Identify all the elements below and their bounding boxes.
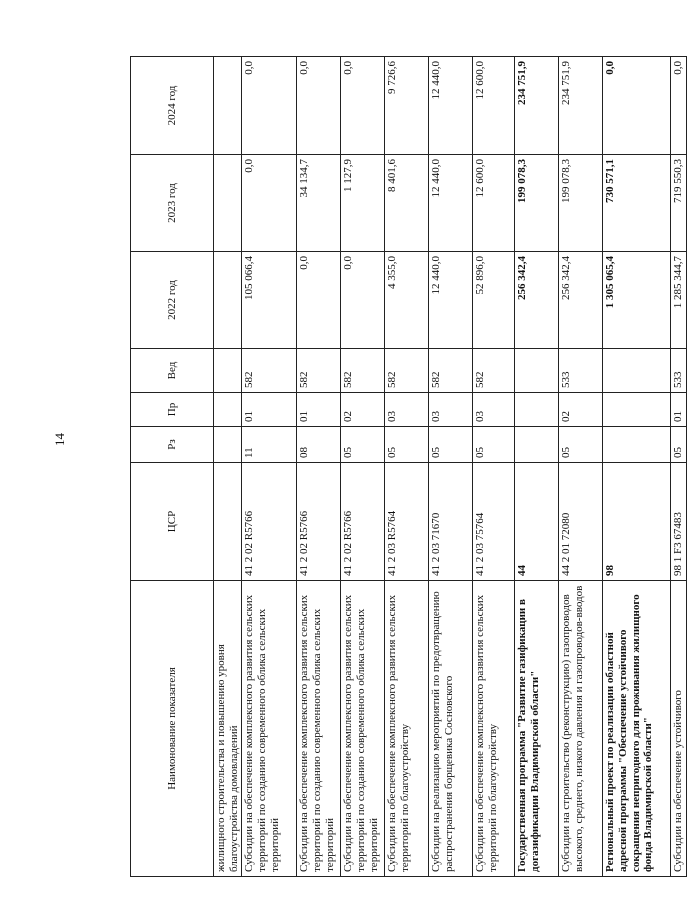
budget-table	[130, 56, 687, 877]
cell-rz: 05	[385, 427, 429, 463]
cell-csr	[214, 463, 242, 581]
header-ved: Вед	[131, 349, 214, 393]
cell-pr: 03	[473, 393, 515, 427]
cell-2022: 52 896,0	[473, 252, 515, 349]
cell-2023: 8 401,6	[385, 155, 429, 252]
cell-rz	[515, 427, 559, 463]
cell-2022: 1 285 344,7	[671, 252, 687, 349]
table-row	[429, 57, 473, 877]
cell-pr	[214, 393, 242, 427]
cell-2022	[214, 252, 242, 349]
cell-name: Субсидии на строительство (реконструкцию) газопроводов высокого, среднего, низкого давления и газопроводов-вводов	[559, 581, 603, 877]
table-row	[385, 57, 429, 877]
cell-rz: 05	[671, 427, 687, 463]
cell-csr: 41 2 03 71670	[429, 463, 473, 581]
cell-2023: 0,0	[242, 155, 297, 252]
cell-csr: 44 2 01 72080	[559, 463, 603, 581]
cell-ved: 533	[559, 349, 603, 393]
table-row	[341, 57, 385, 877]
cell-ved: 533	[671, 349, 687, 393]
cell-2023: 199 078,3	[559, 155, 603, 252]
cell-csr: 41 2 02 R5766	[341, 463, 385, 581]
cell-name: Субсидии на обеспечение комплексного развития сельских территорий по созданию современного облика сельских территорий	[297, 581, 341, 877]
cell-2022: 0,0	[341, 252, 385, 349]
cell-pr: 02	[341, 393, 385, 427]
cell-2022: 256 342,4	[515, 252, 559, 349]
cell-2022: 1 305 065,4	[603, 252, 671, 349]
cell-csr: 41 2 02 R5766	[297, 463, 341, 581]
cell-pr: 01	[242, 393, 297, 427]
cell-name: Субсидии на обеспечение устойчивого	[671, 581, 687, 877]
table-header-row	[131, 57, 214, 877]
page-number: 14	[52, 433, 67, 446]
cell-2023: 34 134,7	[297, 155, 341, 252]
cell-ved	[603, 349, 671, 393]
header-pr: Пр	[131, 393, 214, 427]
cell-pr: 01	[297, 393, 341, 427]
cell-2024	[214, 57, 242, 155]
cell-2024: 0,0	[671, 57, 687, 155]
cell-2023: 12 600,0	[473, 155, 515, 252]
cell-2023: 1 127,9	[341, 155, 385, 252]
cell-csr: 98	[603, 463, 671, 581]
table-row	[473, 57, 515, 877]
cell-2023: 12 440,0	[429, 155, 473, 252]
table-row	[603, 57, 671, 877]
cell-name: Субсидии на реализацию мероприятий по предотвращению распространения борщевика Сосновского	[429, 581, 473, 877]
cell-2022: 4 355,0	[385, 252, 429, 349]
cell-2022: 105 066,4	[242, 252, 297, 349]
cell-2022: 12 440,0	[429, 252, 473, 349]
cell-ved: 582	[473, 349, 515, 393]
cell-2024: 234 751,9	[559, 57, 603, 155]
cell-csr: 44	[515, 463, 559, 581]
cell-2024: 0,0	[242, 57, 297, 155]
cell-csr: 41 2 03 R5764	[385, 463, 429, 581]
cell-ved: 582	[242, 349, 297, 393]
rotated-page-content	[130, 57, 685, 877]
cell-ved	[214, 349, 242, 393]
table-row	[559, 57, 603, 877]
cell-ved: 582	[297, 349, 341, 393]
cell-2024: 12 440,0	[429, 57, 473, 155]
cell-2024: 0,0	[297, 57, 341, 155]
cell-2023: 199 078,3	[515, 155, 559, 252]
header-name: Наимонование показателя	[131, 581, 214, 877]
cell-name: Субсидии на обеспечение комплексного развития сельских территорий по благоустройству	[385, 581, 429, 877]
cell-csr: 41 2 03 75764	[473, 463, 515, 581]
cell-pr	[515, 393, 559, 427]
table-row	[515, 57, 559, 877]
cell-name: Субсидии на обеспечение комплексного развития сельских территорий по созданию современного облика сельских территорий	[341, 581, 385, 877]
cell-2024: 0,0	[603, 57, 671, 155]
cell-csr: 41 2 02 R5766	[242, 463, 297, 581]
cell-rz: 05	[429, 427, 473, 463]
table-row	[214, 57, 242, 877]
cell-name: жилищного строительства и повышению уровня благоустройства домовладений	[214, 581, 242, 877]
header-csr: ЦСР	[131, 463, 214, 581]
cell-pr: 03	[385, 393, 429, 427]
cell-2023: 730 571,1	[603, 155, 671, 252]
cell-pr: 03	[429, 393, 473, 427]
table-row	[242, 57, 297, 877]
cell-pr: 02	[559, 393, 603, 427]
table-row	[671, 57, 687, 877]
cell-rz: 05	[559, 427, 603, 463]
cell-rz	[214, 427, 242, 463]
cell-2024: 9 726,6	[385, 57, 429, 155]
cell-pr: 01	[671, 393, 687, 427]
cell-name: Субсидии на обеспечение комплексного развития сельских территорий по благоустройству	[473, 581, 515, 877]
cell-ved	[515, 349, 559, 393]
cell-name: Региональный проект по реализации областной адресной программы "Обеспечение устойчивого сокращения непригодного для проживания жилищного фонда Владимирской области"	[603, 581, 671, 877]
cell-ved: 582	[341, 349, 385, 393]
cell-rz: 08	[297, 427, 341, 463]
cell-2024: 0,0	[341, 57, 385, 155]
header-2024: 2024 год	[131, 57, 214, 155]
cell-rz	[603, 427, 671, 463]
cell-name: Субсидии на обеспечение комплексного развития сельских территорий по созданию современного облика сельских территорий	[242, 581, 297, 877]
cell-2022: 0,0	[297, 252, 341, 349]
cell-rz: 05	[473, 427, 515, 463]
cell-rz: 05	[341, 427, 385, 463]
cell-ved: 582	[429, 349, 473, 393]
cell-2024: 234 751,9	[515, 57, 559, 155]
table-row	[297, 57, 341, 877]
header-rz: Рз	[131, 427, 214, 463]
cell-pr	[603, 393, 671, 427]
cell-ved: 582	[385, 349, 429, 393]
header-2022: 2022 год	[131, 252, 214, 349]
cell-2023	[214, 155, 242, 252]
cell-csr: 98 1 F3 67483	[671, 463, 687, 581]
header-2023: 2023 год	[131, 155, 214, 252]
cell-2022: 256 342,4	[559, 252, 603, 349]
cell-rz: 11	[242, 427, 297, 463]
cell-name: Государственная программа "Развитие газификации в догазификации Владимирской области"	[515, 581, 559, 877]
cell-2023: 719 550,3	[671, 155, 687, 252]
cell-2024: 12 600,0	[473, 57, 515, 155]
